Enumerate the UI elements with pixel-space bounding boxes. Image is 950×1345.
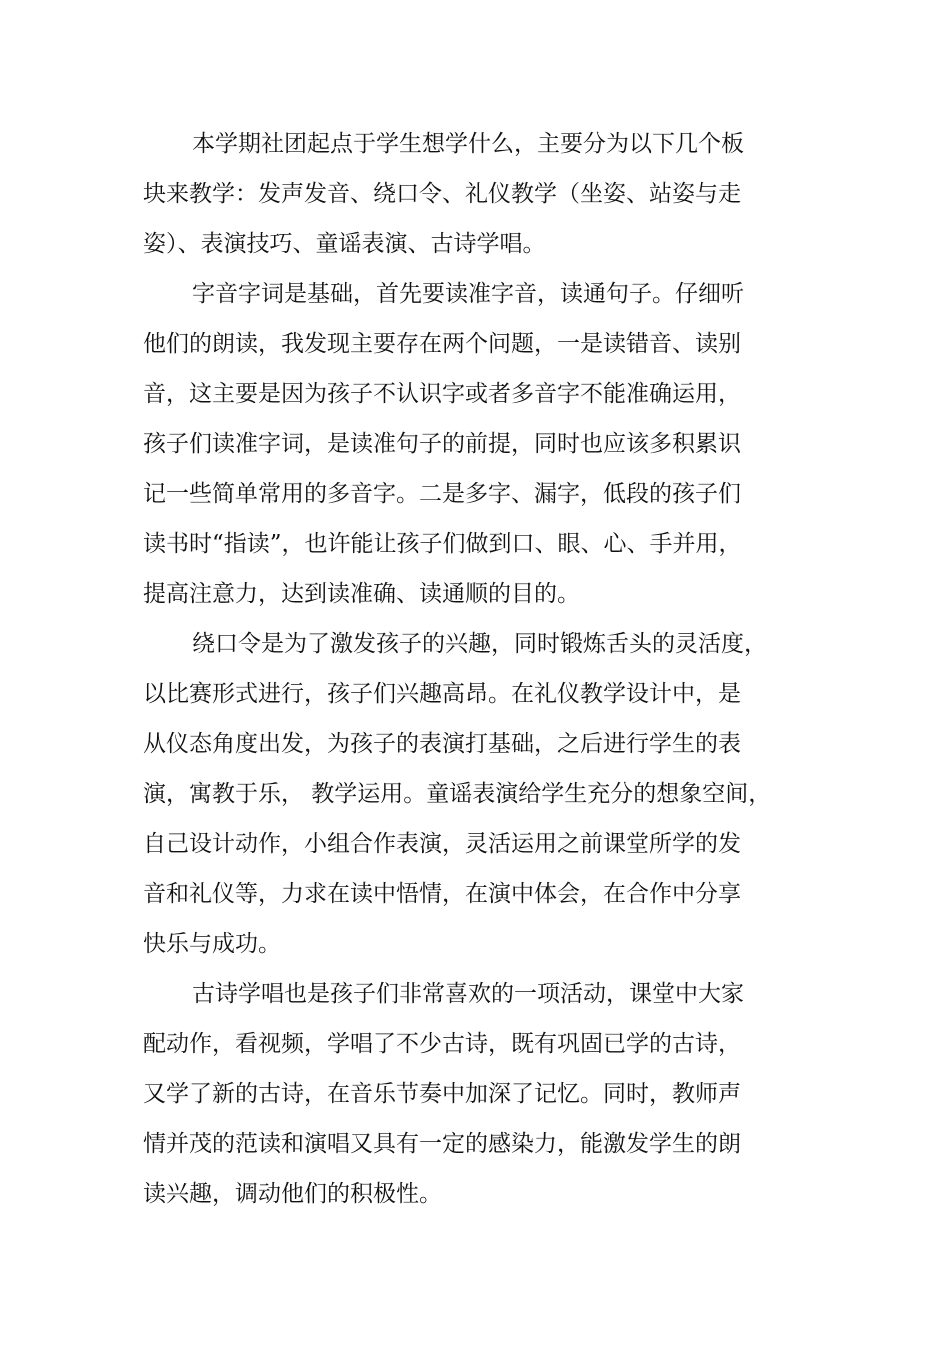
text-line: 又学了新的古诗，在音乐节奏中加深了记忆。同时，教师声 bbox=[143, 1081, 741, 1107]
text-line: 读书时“指读”，也许能让孩子们做到口、眼、心、手并用， bbox=[143, 531, 742, 557]
paragraph-2 bbox=[143, 269, 755, 619]
text-line: 音，这主要是因为孩子不认识字或者多音字不能准确运用， bbox=[143, 381, 741, 407]
text-line: 读兴趣，调动他们的积极性。 bbox=[143, 1181, 442, 1207]
paragraph-1 bbox=[143, 119, 755, 269]
text-line: 孩子们读准字词，是读准句子的前提，同时也应该多积累识 bbox=[143, 431, 741, 457]
text-line: 记一些简单常用的多音字。二是多字、漏字，低段的孩子们 bbox=[143, 481, 741, 507]
text-line: 本学期社团起点于学生想学什么，主要分为以下几个板 bbox=[192, 131, 744, 157]
text-line: 音和礼仪等，力求在读中悟情，在演中体会，在合作中分享 bbox=[143, 881, 741, 907]
text-line: 以比赛形式进行，孩子们兴趣高昂。在礼仪教学设计中，是 bbox=[143, 681, 741, 707]
text-line: 他们的朗读，我发现主要存在两个问题，一是读错音、读别 bbox=[143, 331, 741, 357]
text-line: 配动作，看视频，学唱了不少古诗，既有巩固已学的古诗， bbox=[143, 1031, 741, 1057]
text-line: 快乐与成功。 bbox=[143, 931, 281, 957]
paragraph-4 bbox=[143, 969, 755, 1219]
text-line: 演，寓教于乐， 教学运用。童谣表演给学生充分的想象空间， bbox=[143, 781, 772, 807]
text-line: 块来教学：发声发音、绕口令、礼仪教学（坐姿、站姿与走 bbox=[143, 181, 741, 207]
paragraph-3 bbox=[143, 619, 772, 969]
text-line: 字音字词是基础，首先要读准字音，读通句子。仔细听 bbox=[192, 281, 744, 307]
text-line: 自己设计动作，小组合作表演，灵活运用之前课堂所学的发 bbox=[143, 831, 741, 857]
text-line: 古诗学唱也是孩子们非常喜欢的一项活动，课堂中大家 bbox=[192, 981, 744, 1007]
text-line: 绕口令是为了激发孩子的兴趣，同时锻炼舌头的灵活度， bbox=[192, 631, 767, 657]
text-line: 情并茂的范读和演唱又具有一定的感染力，能激发学生的朗 bbox=[143, 1131, 741, 1157]
text-line: 提高注意力，达到读准确、读通顺的目的。 bbox=[143, 581, 580, 607]
text-line: 从仪态角度出发，为孩子的表演打基础，之后进行学生的表 bbox=[143, 731, 741, 757]
text-line: 姿）、表演技巧、童谣表演、古诗学唱。 bbox=[143, 231, 546, 257]
document-body bbox=[143, 119, 772, 1219]
